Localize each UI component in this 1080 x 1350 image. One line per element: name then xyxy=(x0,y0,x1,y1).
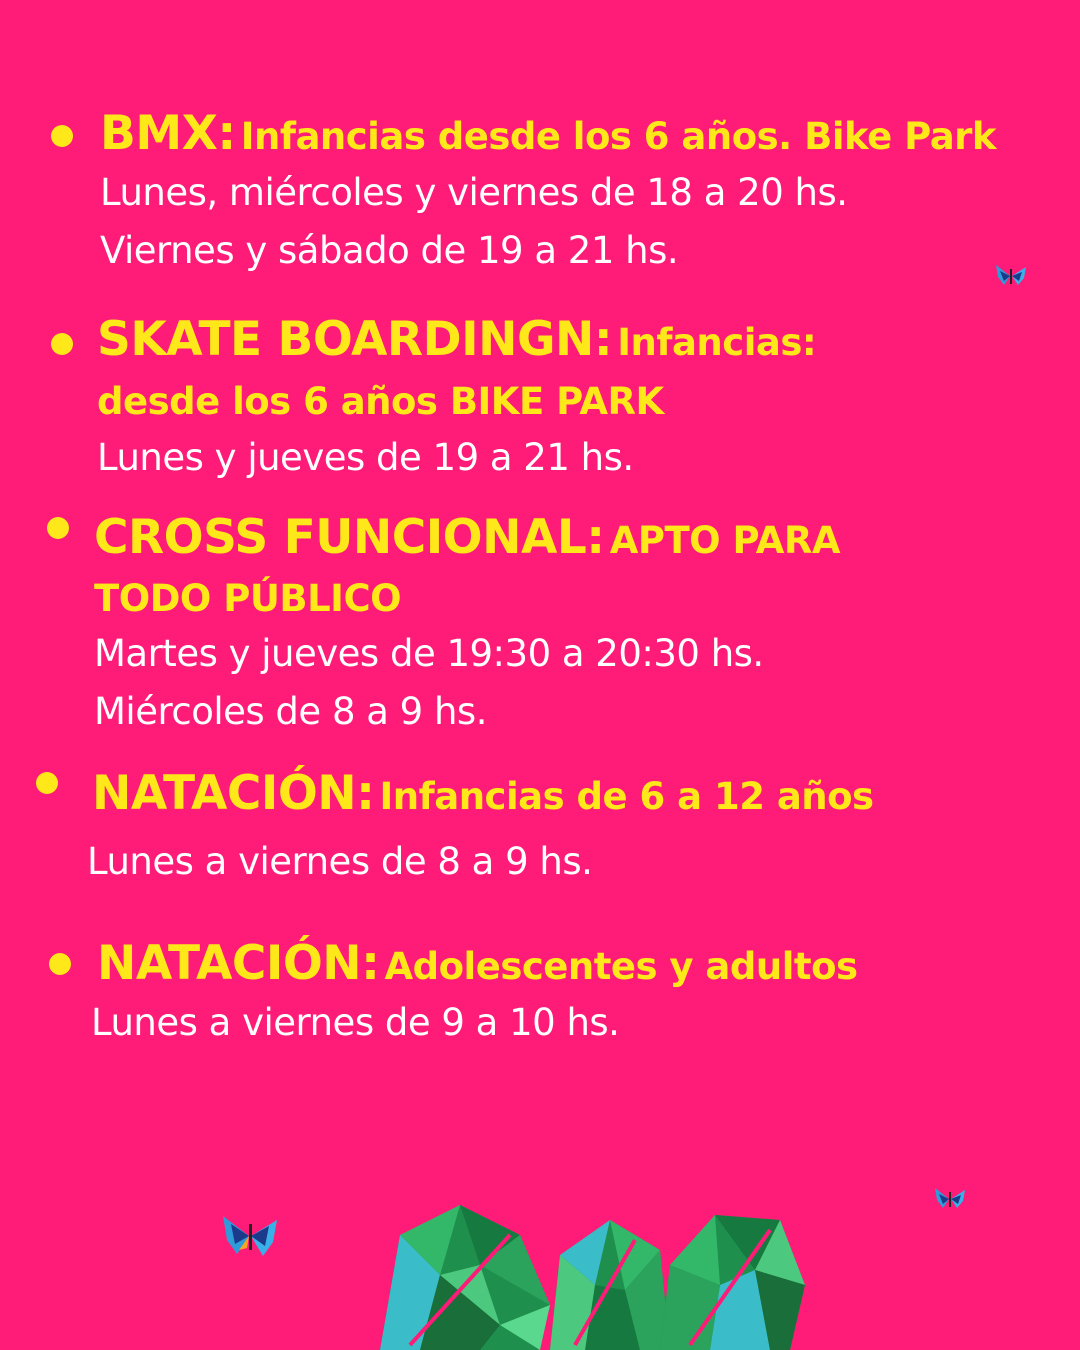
schedule-line: Lunes a viernes de 9 a 10 hs. xyxy=(91,1001,620,1044)
butterfly-icon xyxy=(933,1186,967,1212)
activity-title: NATACIÓN: xyxy=(97,936,380,991)
activity-subtitle: Infancias desde los 6 años. Bike Park xyxy=(240,115,997,158)
bullet-icon xyxy=(47,517,69,539)
activity-subtitle-cont: desde los 6 años BIKE PARK xyxy=(97,380,664,423)
plant-illustration xyxy=(370,1195,810,1350)
activity-header xyxy=(97,312,817,367)
activity-header xyxy=(100,106,997,161)
activity-subtitle: APTO PARA xyxy=(609,519,840,562)
activity-header xyxy=(94,510,840,565)
activity-subtitle: Infancias de 6 a 12 años xyxy=(379,775,874,818)
schedule-line: Miércoles de 8 a 9 hs. xyxy=(94,690,487,733)
schedule-line: Lunes a viernes de 8 a 9 hs. xyxy=(87,840,593,883)
bullet-icon xyxy=(49,953,71,975)
bullet-icon xyxy=(51,333,73,355)
activity-subtitle: Infancias: xyxy=(617,321,817,364)
activity-title: NATACIÓN: xyxy=(92,766,375,821)
schedule-line: Lunes y jueves de 19 a 21 hs. xyxy=(97,436,634,479)
schedule-line: Viernes y sábado de 19 a 21 hs. xyxy=(100,229,679,272)
schedule-line: Martes y jueves de 19:30 a 20:30 hs. xyxy=(94,632,764,675)
bullet-icon xyxy=(51,125,73,147)
activity-subtitle: Adolescentes y adultos xyxy=(384,945,858,988)
bullet-icon xyxy=(36,772,58,794)
activity-title: SKATE BOARDINGN: xyxy=(97,312,613,367)
activity-title: BMX: xyxy=(100,106,236,161)
activity-subtitle-cont: TODO PÚBLICO xyxy=(94,577,402,620)
schedule-line: Lunes, miércoles y viernes de 18 a 20 hs. xyxy=(100,171,848,214)
activity-title: CROSS FUNCIONAL: xyxy=(94,510,605,565)
butterfly-icon xyxy=(221,1214,279,1260)
activity-header xyxy=(97,936,858,991)
butterfly-icon xyxy=(994,263,1028,289)
activity-header xyxy=(92,766,874,821)
